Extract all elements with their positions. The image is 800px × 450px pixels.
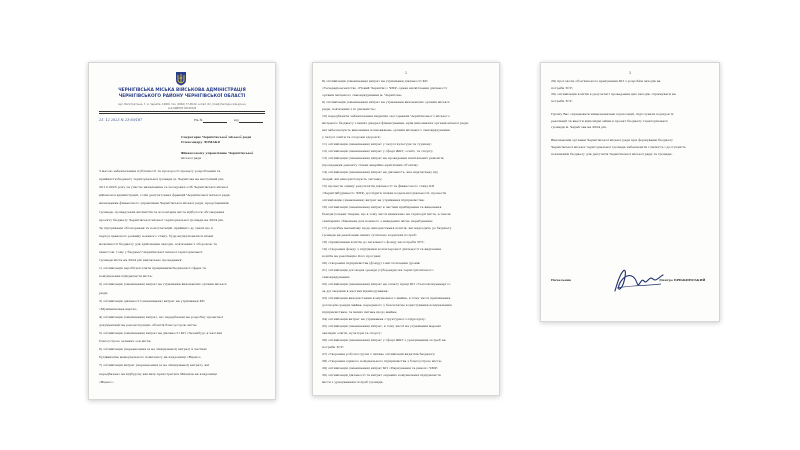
addressee2-line-2: міської ради: [181, 156, 202, 160]
text-line: реалізації та внести відповідні зміни в проект бюджету територіальної: [551, 118, 668, 123]
addressee2-line-1: Фінансовому управлінню Чернігівської: [181, 151, 254, 155]
text-line: громади на реалізацію інших суспільно корисних потреб;: [322, 233, 417, 237]
text-line: місцевого бюджету з інших джерел фінансування, крім виконавчих органів міської ради,: [322, 121, 469, 125]
text-line: 6) оптимізація (перенесення (а не ліквідованої) витрат) в частині: [99, 347, 207, 352]
signatory-title: Начальник: [551, 278, 572, 282]
text-line: проєкту бюджету Чернігівської міської територіальної громади на 2024 рік.: [99, 217, 224, 222]
text-line: 25) оптимізація (зменшення) витрат, в тому числі на утримання мережі: [322, 324, 441, 328]
text-line: у галузі освіти та охорони здоров'я;: [322, 135, 381, 139]
reg-number-blank: [203, 122, 227, 123]
text-line: закладів освіти, культури та спорту;: [322, 331, 382, 335]
text-line: документації на реконструкцію об'єктів благоустрою міста;: [99, 322, 198, 327]
text-line: 3) оптимізація діяльності (зменшення) витрат на утримання КП: [99, 298, 205, 303]
text-line: 16) оптимізація (зменшення) витрат в частині прибирання та вивезення: [322, 205, 442, 209]
text-line: потреби ЗСУ.: [551, 98, 573, 103]
text-line: які забезпечують виконання повноважень органів місцевого самоврядування: [322, 128, 450, 132]
text-line: 30) оптимізація діяльності та витрат окремих комунальних підприємств: [322, 373, 441, 377]
addressee-line-1: Секретарю Чернігівської міської ради: [181, 135, 252, 139]
header-line-1: ЧЕРНІГІВСЬКА МІСЬКА ВІЙСЬКОВА АДМІНІСТРАЦІЯ: [118, 88, 246, 93]
text-line: будівництва меморіального комплексу на кладовищі «Яцево»;: [99, 355, 202, 360]
text-line: 19) створення фонду з підтримки волонтерської діяльності та виділення: [322, 247, 442, 251]
text-line: громади м. Чернігова на 2024 рік.: [551, 125, 607, 130]
text-line: Прошу Вас опрацювати вищезазначені пропозиції, підготувати порядок їх: [551, 112, 674, 116]
text-line: громади міста на 2024 рік виключено проведення:: [99, 258, 183, 263]
text-line: громади, громадських активістів та волонтерів міста відбулося обговорення: [99, 209, 225, 214]
text-line: начальника фінансового управління Чернігівської міської ради, представників: [99, 201, 229, 206]
text-line: 29) оптимізація (зменшення) витрат КП «Паркування та ринок» ЧМР;: [322, 366, 438, 370]
text-line: 11) оптимізація (зменшення) витрат у галузі культури та туризму;: [322, 142, 432, 146]
text-line: 20) створення підприємства (фонду) з виготовлення дронів;: [322, 261, 421, 265]
text-line: 12) оптимізація (зменшення) витрат у сфері ЖКГ, освіті, та спорту;: [322, 149, 434, 153]
text-line: 26) оптимізація (зменшення) витрат у сфері ЖКГ з урахуванням потреб на: [322, 338, 446, 342]
text-line: безпритульних тварин, що в тому числі визначено на території міста, а також: [322, 212, 451, 216]
handwritten-date: 21. 12 2023 № 23-50/187: [99, 118, 143, 122]
text-line: за договорами в частині відшкодування;: [322, 289, 389, 293]
text-line: 7) оптимізація витрат (перенесення (а не ліквідованої) витрат), які: [99, 363, 210, 368]
text-line: період правового режиму воєнного стану, буде акумулюватися вільні: [99, 233, 214, 238]
text-line: «Чернігівбудінвест» ЧМР, дослідити шляхи подальшої діяльності, провести: [322, 191, 447, 195]
text-line: органів місцевого самоврядування м. Чернігова;: [322, 93, 402, 97]
edrpou-line: код ЄДРПОУ 45199729: [167, 106, 197, 110]
page-number: 3: [628, 71, 632, 75]
text-line: З метою забезпечення публічності та прозорості процесу розроблення та: [99, 169, 221, 173]
text-line: благоустрою зелених зон міста;: [99, 339, 152, 344]
text-line: 30) оптимізація коштів в результаті проведення цих заходів, спрямувати на: [551, 92, 676, 97]
text-line: можливості бюджету для здійснення заходів, пов'язаних з обороною та: [99, 241, 217, 246]
text-line: ради;: [99, 290, 108, 295]
document-page-3: [540, 62, 720, 322]
text-line: 28) створення єдиного комунального підприємства з благоустрою міста;: [322, 359, 442, 363]
coat-of-arms-icon: [175, 71, 187, 86]
text-line: (проведення ремонту тільки аварійно-критичних об'єктів);: [322, 163, 419, 167]
reg-number-label: На №: [194, 118, 203, 122]
text-line: військової адміністрації, голів депутатських фракцій Чернігівської міської ради,: [99, 193, 231, 198]
text-line: підприємствам, та інших питань щодо майна;: [322, 310, 398, 314]
document-page-1: [88, 62, 276, 400]
page-number: 2: [404, 71, 408, 75]
text-line: потреби ЗСУ;: [322, 345, 344, 349]
text-line: захистом, тому у бюджеті Чернігівської міської територіальної: [99, 250, 203, 254]
text-line: коштів на реалізацію його програм;: [322, 254, 381, 258]
text-line: 22) оптимізація (зменшення) витрат на оплату праці КП «Теплокомуненерго»: [322, 282, 451, 286]
address-line: вул. Магістратська, 7, м. Чернігів, 14000, тел. (0462) 77-48-02, e-mail: cbr_mva@chernigiv-rada.gov.ua: [118, 103, 246, 106]
text-line: потреби ЗСУ;: [551, 85, 573, 90]
header-divider-2: [99, 113, 265, 114]
text-line: 27) створення робочої групи з питань оптимізації видатків бюджету;: [322, 352, 436, 356]
text-line: 20.12.2023 року за участю начальника та посадових осіб Чернігівської міської: [99, 185, 229, 190]
text-line: оптимізацію (зменшення) витрат на утримання підприємства;: [322, 198, 425, 202]
header-line-2: ЧЕРНІГІВСЬКОГО РАЙОНУ ЧЕРНІГІВСЬКОЇ ОБЛАСТІ: [118, 93, 246, 99]
text-line: 8) оптимізація (зменшення) витрат на утримання діяльності КП: [322, 79, 428, 83]
text-line: 21) оптимізація договорів оренди (суборенди) на території міського: [322, 268, 434, 272]
text-line: людей, які використовують систему;: [322, 177, 383, 181]
text-line: 24) оптимізація витрат на утримання структурного підрозділу;: [322, 317, 426, 321]
signatory-name: Дмитро БРИЖИНСЬКИЙ: [659, 278, 706, 282]
signature: [611, 263, 666, 297]
text-line: 9) оптимізація (зменшення) витрат на утримання виконавчих органів міської: [322, 100, 450, 104]
text-line: Чернігівської міської територіальної громади забезпечити гласність і доступність: [551, 145, 686, 149]
text-line: прийняття бюджету територіальної громади м. Чернігова на наступний рік,: [99, 177, 225, 182]
text-line: «Муніципальна варта»;: [99, 306, 138, 311]
text-line: 2) оптимізація (зменшення) витрат на утримання виконавчих органів міської: [99, 282, 227, 287]
text-line: передбачено на відбудову каплиці Архистратига Михаїла на кладовищі: [99, 371, 217, 376]
text-line: Виконавчим органам Чернігівської міської ради при формуванні бюджету: [551, 138, 673, 143]
text-line: 10) передбачити забезпечення видатків сьогоденних Чернігівського міського: [322, 114, 450, 118]
text-line: 15) провести оцінку результатів діяльності та фінансового стану КП: [322, 184, 435, 188]
text-line: 1) оптимізація заробітної плати працівників бюджетної сфери та: [99, 266, 206, 271]
text-line: «Телерадіоагентство «Новий Чернігів»» ЧМР, однак висвітлення діяльності: [322, 86, 447, 90]
text-line: 18) спрямування коштів до загального фонду на потреби ЗСУ;: [322, 240, 425, 244]
text-line: самоврядування;: [322, 275, 350, 279]
text-line: ради, пов'язаних з їх діяльністю;: [322, 107, 376, 111]
text-line: 13) оптимізація (зменшення) витрат на проведення капітальних ремонтів: [322, 156, 444, 160]
text-line: показників бюджету для депутатів Чернігівської міської ради та громади.: [551, 151, 673, 156]
addressee-line-2: Олександру ЛОМАКО: [181, 140, 221, 144]
text-line: договорів оренди майна, переданого у безоплатне користування комунальним: [322, 303, 452, 307]
text-line: 14) оптимізація (зменшення) витрат на діяльність, яке відключену від: [322, 170, 438, 174]
text-line: За підсумками обговорення та консультацій, прийнято до уваги що в: [99, 225, 213, 230]
reg-from-blank: [239, 122, 263, 123]
text-line: міста з урахуванням потреб громади.: [322, 380, 384, 384]
text-line: комунальних підприємств міста;: [99, 274, 153, 279]
text-line: 23) оптимізація використання комунального майна, в тому числі припинення: [322, 296, 451, 300]
text-line: 5) оптимізація (зменшення) витрат на діяльності КП «Зеленбуд» в частині: [99, 331, 222, 335]
document-page-2: [312, 62, 500, 396]
text-line: санітарних обмежень для кожного з наведених місць перебування;: [322, 219, 433, 223]
text-line: 29) протоколи обов'язкового врахування КП з розробки заходів на: [551, 79, 661, 83]
text-line: 4) оптимізація (зменшення) витрат, що передбачені на розробку проектної: [99, 314, 223, 319]
reg-from-label: від: [234, 118, 239, 122]
text-line: «Яцево»;: [99, 379, 114, 384]
text-line: 17) розробка механізму щодо використання коштів, які надходять до бюджету: [322, 226, 452, 230]
